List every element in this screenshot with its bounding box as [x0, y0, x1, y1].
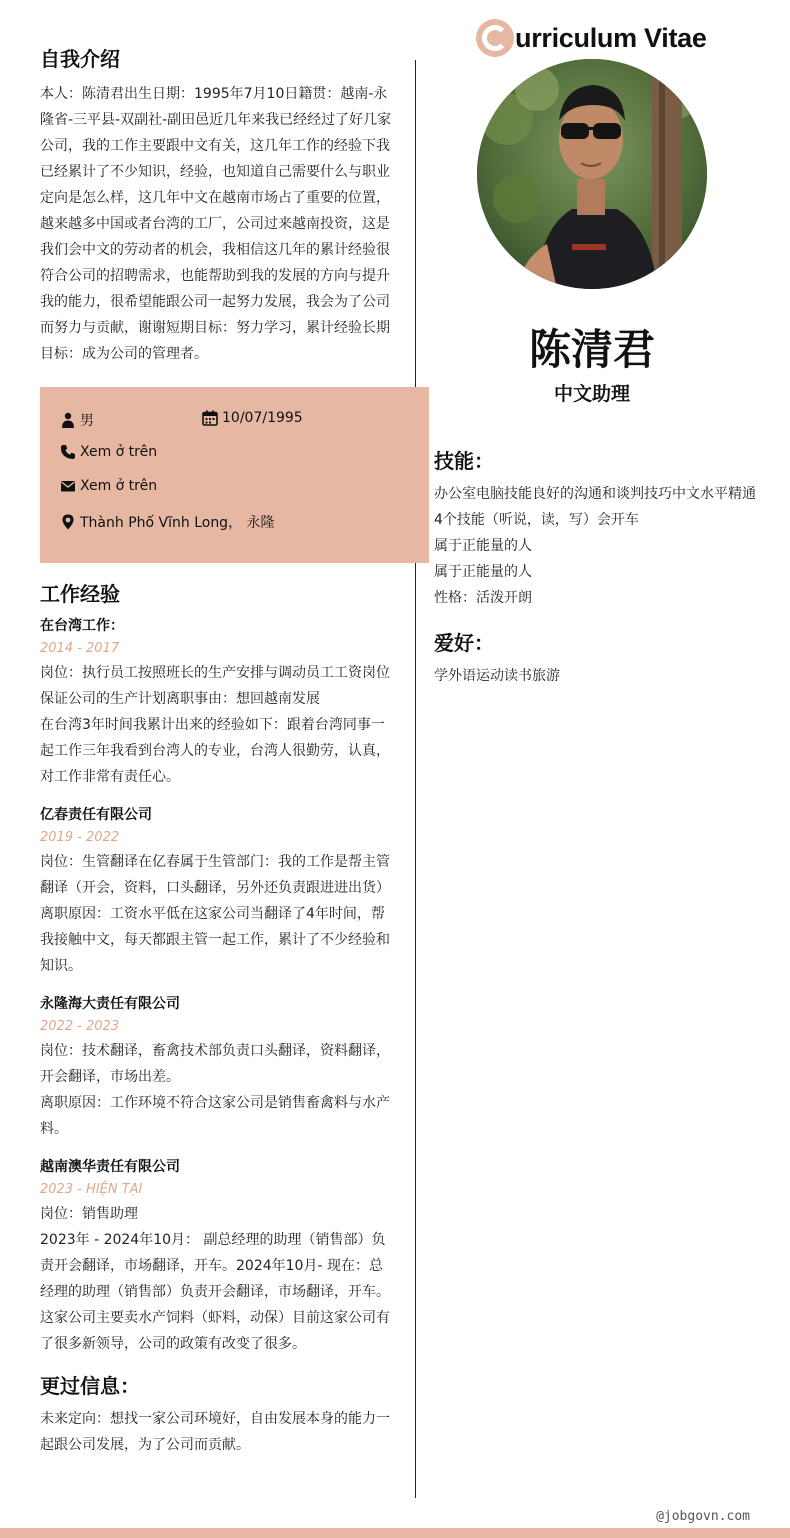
job-period: 2023 - HIỆN TẠI	[40, 1182, 143, 1197]
candidate-role: 中文助理	[553, 383, 630, 405]
watermark: @jobgovn.com	[656, 1509, 750, 1524]
mail-icon	[60, 478, 76, 494]
cv-logo	[476, 18, 716, 58]
left-column-experience	[40, 579, 396, 1458]
avatar	[477, 59, 707, 289]
avatar-photo-icon	[477, 59, 707, 289]
person-icon	[60, 412, 76, 428]
logo-c-circle-icon	[476, 19, 514, 57]
job-line: 岗位：执行员工按照班长的生产安排与调动员工工资岗位保证公司的生产计划离职事由：想回越南发展	[40, 665, 390, 707]
calendar-icon	[202, 410, 218, 426]
logo-text: urriculum Vitae	[515, 22, 707, 53]
job-company: 越南澳华责任有限公司	[40, 1159, 180, 1175]
about-text: 本人：陈清君出生日期：1995年7月10日籍贯：越南-永隆省-三平县-双副社-副田邑近几年来我已经经过了好几家公司，我的工作主要跟中文有关，这几年工作的经验下我已经累计了不少知识，经验，也知道自己需要什么与职业定向是怎么样，这几年中文在越南市场占了重要的位置，越来越多中国或者台湾的工厂，公司过来越南投资，这是我们会中文的劳动者的机会，我相信这几年的累计经验很符合公司的招聘需求，也能帮助到我的发展的方向与提升我的能力，很希望能跟公司一起努力发展，我会为了公司而努力与贡献，谢谢短期目标：努力学习，累计经验长期目标：成为公司的管理者。	[40, 86, 392, 362]
skill-item: 属于正能量的人	[434, 538, 532, 554]
job-company: 永隆海大责任有限公司	[40, 996, 180, 1012]
job-period: 2019 - 2022	[40, 830, 120, 845]
bottom-accent-bar	[0, 1528, 790, 1538]
job-period: 2022 - 2023	[40, 1019, 120, 1034]
gender-row	[60, 410, 94, 430]
job-line: 在台湾3年时间我累计出来的经验如下：跟着台湾同事一起工作三年我看到台湾人的专业，台湾人很勤劳，认真，对工作非常有责任心。	[40, 717, 390, 785]
job-line: 离职原因：工资水平低在这家公司当翻译了4年时间，帮我接触中文，每天都跟主管一起工作，累计了不少经验和知识。	[40, 906, 390, 974]
location-pin-icon	[60, 514, 76, 530]
job-company: 在台湾工作：	[40, 618, 124, 634]
skill-item: 属于正能量的人	[434, 564, 532, 580]
birthdate-value: 10/07/1995	[222, 410, 303, 426]
job-period: 2014 - 2017	[40, 641, 120, 656]
skills-title: 技能：	[434, 449, 494, 473]
job-entry	[40, 992, 396, 1142]
skill-item: 性格：活泼开朗	[434, 590, 532, 606]
email-row	[60, 478, 157, 494]
job-entry	[40, 1155, 396, 1357]
address-value: Thành Phố Vĩnh Long， 永隆	[80, 515, 275, 531]
contact-info-box	[40, 387, 429, 563]
left-column-about	[40, 44, 396, 367]
address-row	[60, 512, 275, 532]
job-line: 离职原因：工作环境不符合这家公司是销售畜禽料与水产料。	[40, 1095, 390, 1137]
phone-row	[60, 444, 157, 460]
more-info-text: 未来定向：想找一家公司环境好，自由发展本身的能力一起跟公司发展，为了公司而贡献。	[40, 1411, 390, 1453]
birthdate-row	[202, 410, 303, 426]
email-value: Xem ở trên	[80, 478, 158, 494]
phone-value: Xem ở trên	[80, 444, 158, 460]
experience-title: 工作经验	[40, 582, 120, 606]
about-title: 自我介绍	[40, 47, 120, 71]
job-line: 岗位：技术翻译，畜禽技术部负责口头翻译，资料翻译，开会翻译，市场出差。	[40, 1043, 390, 1085]
column-divider	[415, 60, 416, 1498]
candidate-name: 陈清君	[528, 325, 655, 374]
job-entry	[40, 614, 396, 790]
job-line: 2023年 - 2024年10月： 副总经理的助理（销售部）负责开会翻译，市场翻译，开车。2024年10月- 现在：总经理的助理（销售部）负责开会翻译，市场翻译，开车。这家公司主要卖水产饲料（虾料，动保）目前这家公司有了很多新领导，公司的政策有改变了很多。	[40, 1232, 390, 1352]
hobbies-text: 学外语运动读书旅游	[434, 668, 560, 684]
gender-value: 男	[80, 413, 94, 429]
hobbies-title: 爱好：	[434, 631, 494, 655]
skills-list	[434, 481, 764, 611]
more-info-title: 更过信息：	[40, 1374, 140, 1398]
phone-icon	[60, 444, 76, 460]
job-line: 岗位：销售助理	[40, 1206, 138, 1222]
job-entry	[40, 803, 396, 979]
job-company: 亿春责任有限公司	[40, 807, 152, 823]
job-line: 岗位：生管翻译在亿春属于生管部门：我的工作是帮主管翻译（开会，资料，口头翻译，另外还负责跟进进出货）	[40, 854, 390, 896]
skill-item: 办公室电脑技能良好的沟通和谈判技巧中文水平精通4个技能（听说，读，写）会开车	[434, 486, 756, 528]
